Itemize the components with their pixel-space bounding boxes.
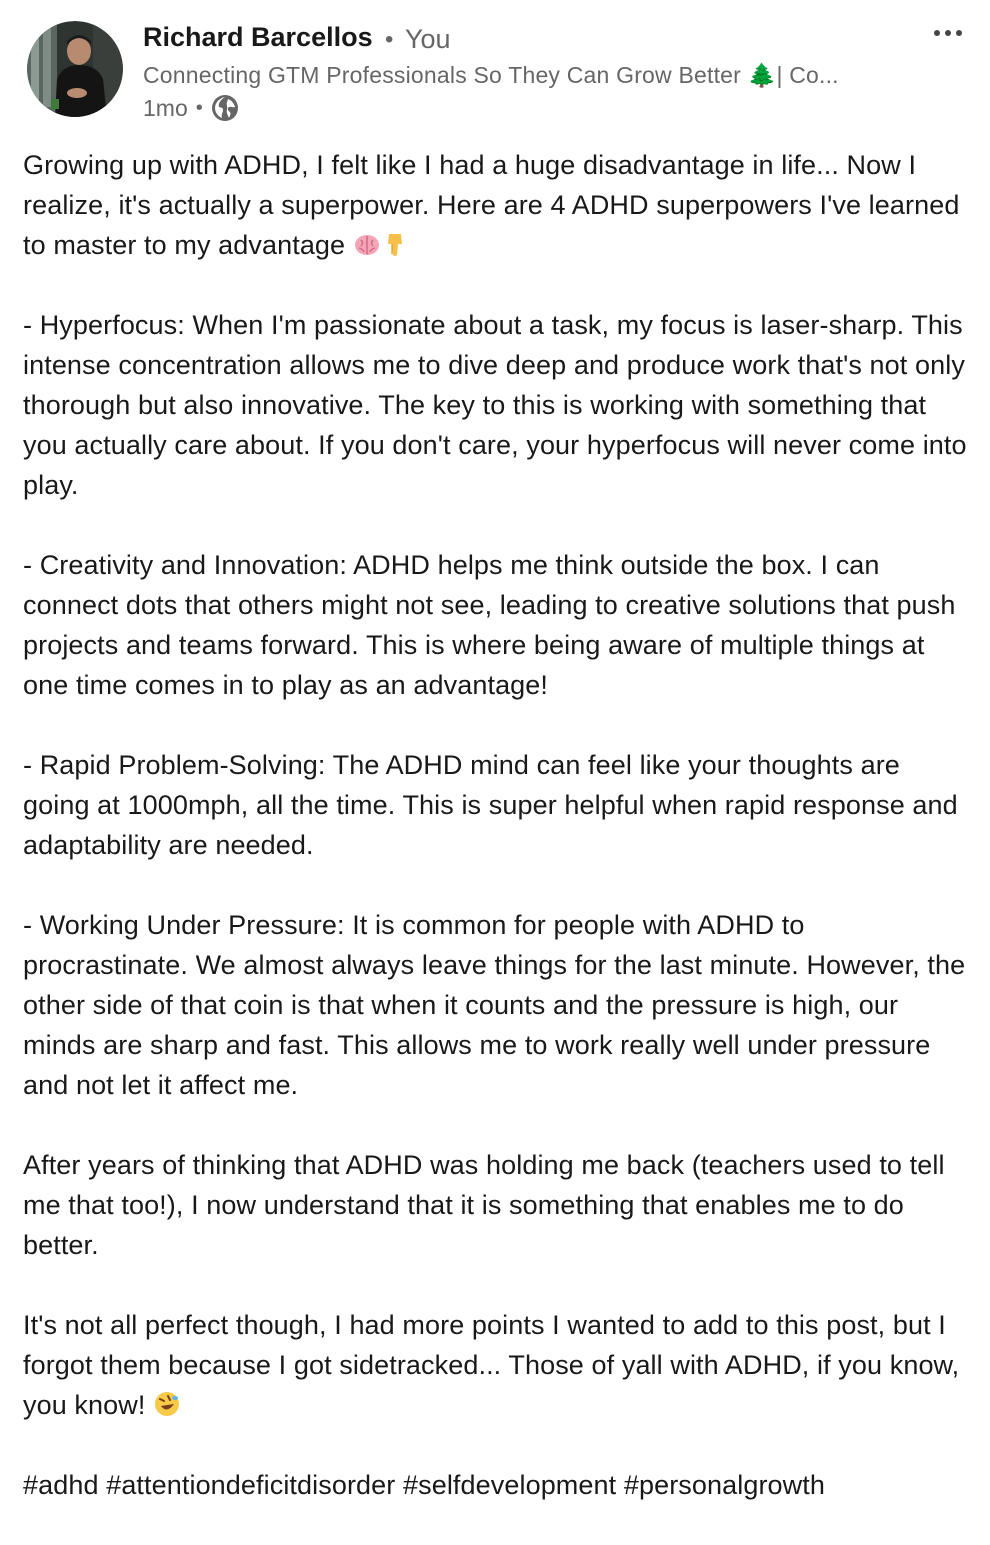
author-avatar[interactable] bbox=[27, 21, 123, 117]
post-point-hyperfocus: - Hyperfocus: When I'm passionate about a task, my focus is laser-sharp. This intense concentration allows me to dive deep and produce work that's not only thorough but also innovative. The key to this is working with something that you actually care about. If you don't care, your hyperfocus will never come into play. bbox=[23, 310, 967, 500]
globe-icon bbox=[211, 94, 239, 122]
post-hashtags bbox=[23, 1465, 968, 1505]
post-text bbox=[23, 145, 968, 1545]
hashtag-link[interactable]: #adhd bbox=[23, 1470, 99, 1500]
separator-dot: • bbox=[195, 96, 203, 119]
author-name[interactable]: Richard Barcellos bbox=[143, 22, 373, 52]
post-closing-paragraph bbox=[23, 1305, 968, 1425]
author-headline: Connecting GTM Professionals So They Can Grow Better 🌲| Co... bbox=[143, 62, 839, 88]
post-reflection-paragraph: After years of thinking that ADHD was holding me back (teachers used to tell me that too!), I now understand that it is something that enables me to do better. bbox=[23, 1150, 945, 1260]
separator-dot: • bbox=[385, 26, 394, 53]
pointing-down-emoji bbox=[381, 230, 409, 258]
post-meta bbox=[143, 93, 239, 123]
hashtag-link[interactable]: #attentiondeficitdisorder bbox=[106, 1470, 396, 1500]
post-point-creativity: - Creativity and Innovation: ADHD helps me think outside the box. I can connect dots that others might not see, leading to creative solutions that push projects and teams forward. This is where being aware of multiple things at one time comes in to play as an advantage! bbox=[23, 550, 956, 700]
more-horizontal-icon bbox=[933, 28, 963, 38]
connection-degree-label: You bbox=[405, 24, 451, 54]
post-closing-text: It's not all perfect though, I had more points I wanted to add to this post, but I forgot them because I got sidetracked... Those of yall with ADHD, if you know, you know! bbox=[23, 1310, 960, 1420]
hashtag-link[interactable]: #selfdevelopment bbox=[403, 1470, 617, 1500]
post-point-problem-solving: - Rapid Problem-Solving: The ADHD mind can feel like your thoughts are going at 1000mph, all the time. This is super helpful when rapid response and adaptability are needed. bbox=[23, 750, 958, 860]
post-point-pressure: - Working Under Pressure: It is common for people with ADHD to procrastinate. We almost always leave things for the last minute. However, the other side of that coin is that when it counts and the pressure is high, our minds are sharp and fast. This allows me to work really well under pressure and not let it affect me. bbox=[23, 910, 966, 1100]
post-intro-paragraph bbox=[23, 145, 968, 265]
post-timestamp: 1mo bbox=[143, 94, 188, 121]
hashtag-link[interactable]: #personalgrowth bbox=[623, 1470, 825, 1500]
post-options-button[interactable] bbox=[928, 18, 968, 48]
rolling-laughing-emoji bbox=[153, 1390, 181, 1418]
post-intro-text: Growing up with ADHD, I felt like I had a huge disadvantage in life... Now I realize, it's actually a superpower. Here are 4 ADHD superpowers I've learned to master to my advantage bbox=[23, 150, 960, 260]
brain-emoji bbox=[353, 230, 381, 258]
